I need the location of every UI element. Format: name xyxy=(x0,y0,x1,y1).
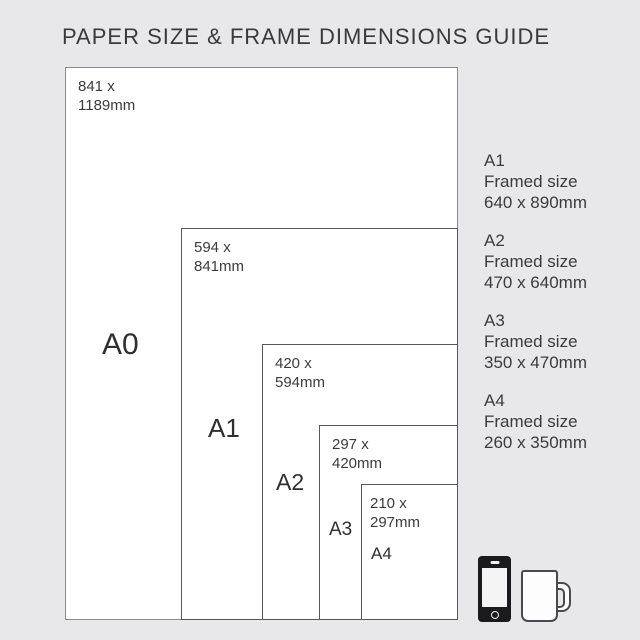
framed-size-dimensions: 470 x 640mm xyxy=(484,273,587,292)
sheet-dimensions xyxy=(275,354,325,392)
framed-size-caption: Framed size xyxy=(484,252,578,271)
sheet-size-label: A1 xyxy=(208,413,240,443)
sheet-dimensions xyxy=(332,435,382,473)
framed-size-dimensions: 260 x 350mm xyxy=(484,433,587,452)
sheet-dimensions xyxy=(78,77,135,115)
sheet-dimensions xyxy=(370,494,420,532)
sheet-dimensions-line2: 841mm xyxy=(194,258,245,275)
sheet-size-label: A3 xyxy=(329,519,353,540)
sheet-dimensions-line2: 297mm xyxy=(370,514,421,531)
framed-size-item xyxy=(484,390,587,453)
framed-size-dimensions: 640 x 890mm xyxy=(484,193,587,212)
sheet-dimensions-line1: 420 x xyxy=(275,355,312,372)
framed-size-label: A4 xyxy=(484,391,505,410)
sheet-size-label: A4 xyxy=(371,544,392,563)
sheet-dimensions xyxy=(194,238,244,276)
sheet-dimensions-line2: 420mm xyxy=(332,455,383,472)
framed-size-dimensions: 350 x 470mm xyxy=(484,353,587,372)
sheet-size-label: A0 xyxy=(102,328,139,361)
sheet-dimensions-line2: 1189mm xyxy=(78,97,136,114)
framed-size-item xyxy=(484,150,587,213)
framed-size-caption: Framed size xyxy=(484,412,578,431)
framed-size-caption: Framed size xyxy=(484,332,578,351)
sheet-dimensions-line1: 210 x xyxy=(370,495,407,512)
framed-size-label: A2 xyxy=(484,231,505,250)
framed-size-item xyxy=(484,230,587,293)
framed-size-label: A3 xyxy=(484,311,505,330)
phone-home-button xyxy=(491,611,499,619)
phone-screen xyxy=(482,568,507,607)
sheet-dimensions-line1: 297 x xyxy=(332,436,369,453)
mug-body xyxy=(521,570,558,622)
sheet-size-label: A2 xyxy=(276,469,305,495)
page-title: PAPER SIZE & FRAME DIMENSIONS GUIDE xyxy=(62,24,551,49)
phone-speaker xyxy=(490,561,499,564)
framed-size-label: A1 xyxy=(484,151,505,170)
framed-size-item xyxy=(484,310,587,373)
sheet-dimensions-line1: 841 x xyxy=(78,78,115,95)
sheet-a4 xyxy=(361,484,458,620)
sheet-dimensions-line1: 594 x xyxy=(194,239,231,256)
framed-sizes-list xyxy=(484,150,587,470)
smartphone-icon xyxy=(478,556,511,622)
framed-size-caption: Framed size xyxy=(484,172,578,191)
sheet-dimensions-line2: 594mm xyxy=(275,374,326,391)
mug-icon xyxy=(521,570,573,622)
